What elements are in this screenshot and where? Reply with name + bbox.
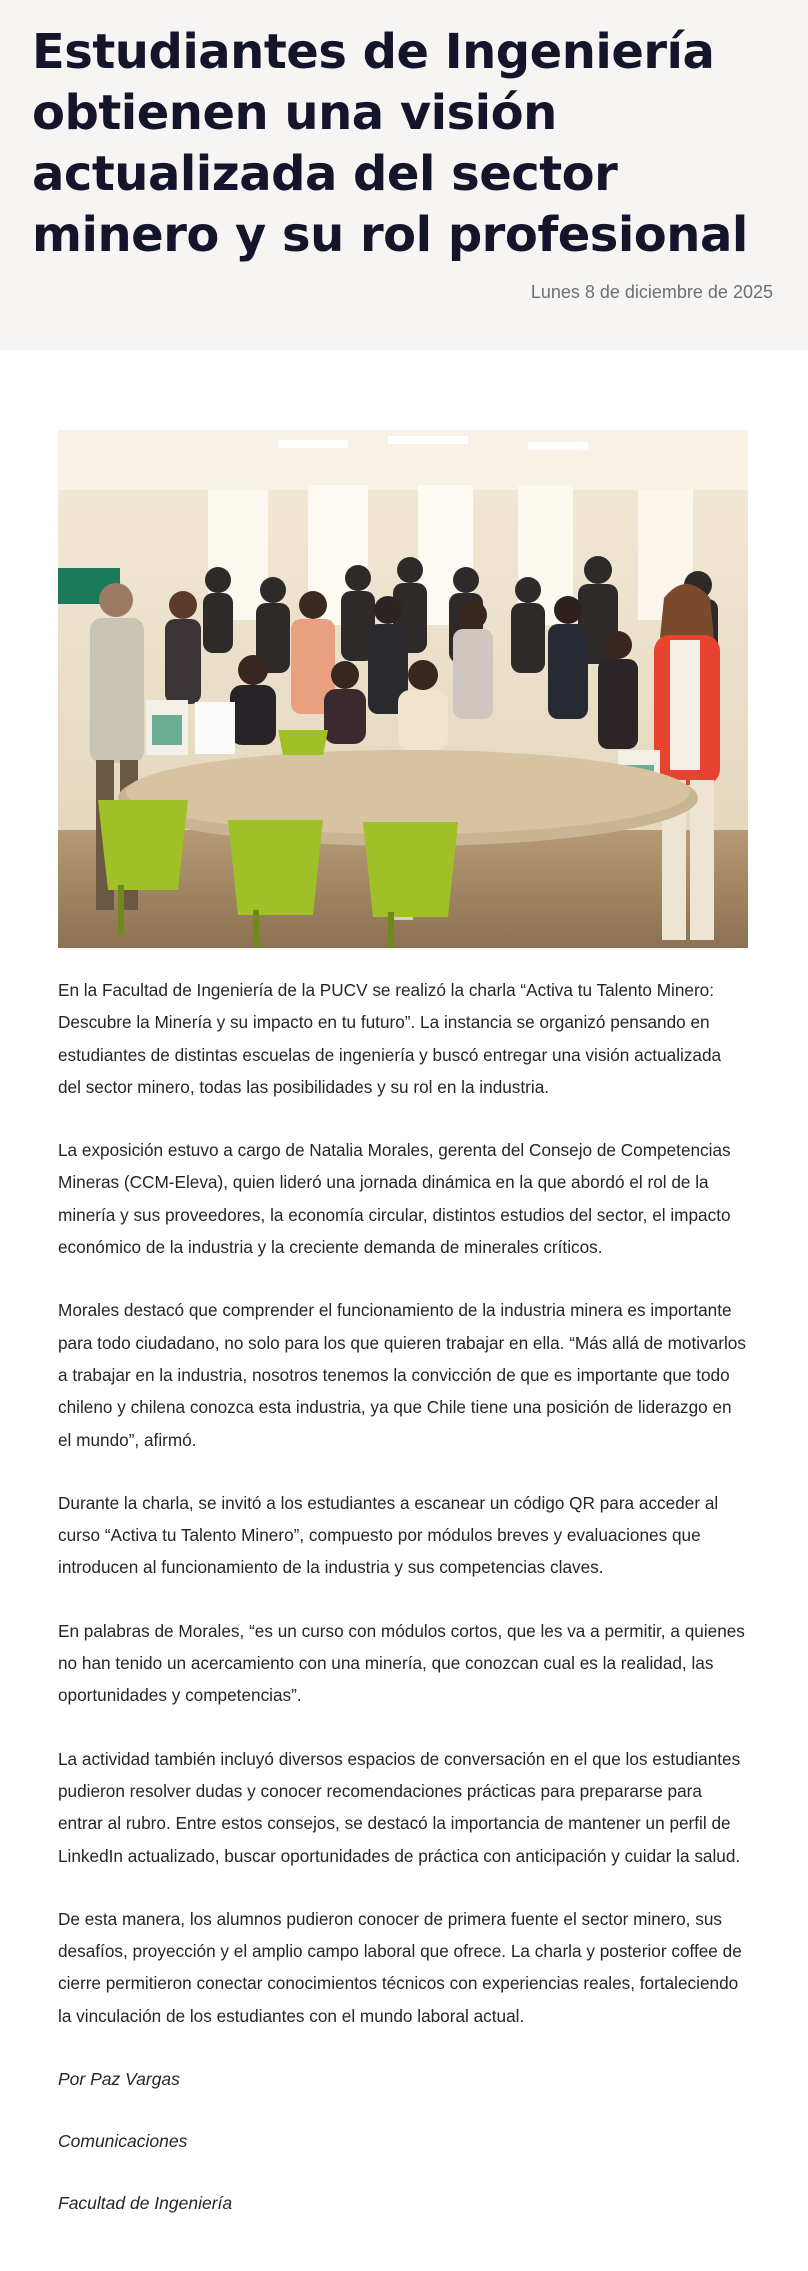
- paragraph-7: De esta manera, los alumnos pudieron conocer de primera fuente el sector minero, sus desafíos, proyección y el amplio campo laboral que ofrece. La charla y posterior coffee de cierre permitieron conectar conocimientos técnicos con experiencias reales, fortaleciendo la vinculación de los estudiantes con el mundo laboral actual.: [58, 1908, 742, 2026]
- credit-faculty: Facultad de Ingeniería: [58, 2193, 233, 2214]
- paragraph-4: Durante la charla, se invitó a los estudiantes a escanear un código QR para acceder al curso “Activa tu Talento Minero”, compuesto por módulos breves y evaluaciones que introducen al funcionamiento de la industria y sus competencias claves.: [58, 1492, 719, 1578]
- article-title: Estudiantes de Ingeniería obtienen una visión actualizada del sector minero y su rol profesional: [32, 24, 748, 263]
- paragraph-1: En la Facultad de Ingeniería de la PUCV se realizó la charla “Activa tu Talento Minero: Descubre la Minería y su impacto en tu futuro”. La instancia se organizó pensando en estudiantes de distintas escuelas de ingeniería y buscó entregar una visión actualizada del sector minero, todas las posibilidades y su rol en la industria.: [58, 980, 722, 1097]
- article-date: Lunes 8 de diciembre de 2025: [530, 282, 773, 302]
- article-body: [0, 350, 748, 2219]
- credit-author: Por Paz Vargas: [58, 2069, 180, 2090]
- group-photo: [58, 430, 748, 948]
- article-credits: [58, 2063, 748, 2219]
- article-content: [58, 974, 748, 2032]
- article-header: [0, 0, 808, 350]
- paragraph-5: En palabras de Morales, “es un curso con módulos cortos, que les va a permitir, a quienes no han tenido un acercamiento con una minería, que conozcan cual es la realidad, las oportunidades y competencias”.: [58, 1620, 745, 1706]
- paragraph-3: Morales destacó que comprender el funcionamiento de la industria minera es importante para todo ciudadano, no solo para los que quieren trabajar en ella. “Más allá de motivarlos a trabajar en la industria, nosotros tenemos la convicción de que es importante que todo chileno y chilena conozca esta industria, ya que Chile tiene una posición de liderazgo en el mundo”, afirmó.: [58, 1300, 746, 1450]
- paragraph-2: La exposición estuvo a cargo de Natalia Morales, gerenta del Consejo de Competencias Mineras (CCM-Eleva), quien lideró una jornada dinámica en la que abordó el rol de la minería y sus proveedores, la economía circular, distintos estudios del sector, el impacto económico de la industria y la creciente demanda de minerales críticos.: [58, 1140, 731, 1258]
- paragraph-6: La actividad también incluyó diversos espacios de conversación en el que los estudiantes pudieron resolver dudas y conocer recomendaciones prácticas para prepararse para entrar al rubro. Entre estos consejos, se destacó la importancia de mantener un perfil de LinkedIn actualizado, buscar oportunidades de práctica con anticipación y cuidar la salud.: [58, 1748, 741, 1866]
- credit-department: Comunicaciones: [58, 2131, 188, 2152]
